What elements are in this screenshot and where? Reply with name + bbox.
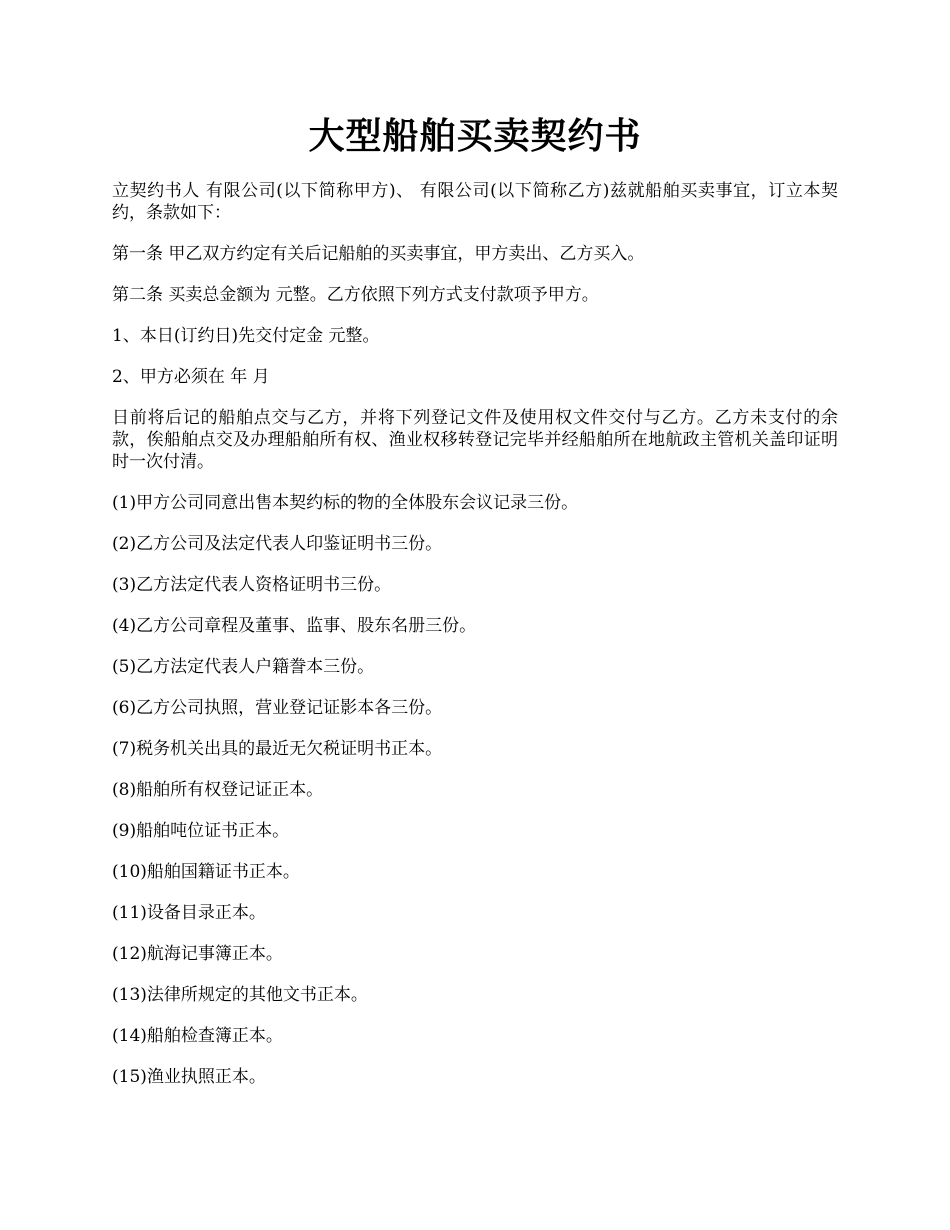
document-list-item: (11)设备目录正本。: [112, 903, 266, 923]
article-1-paragraph: 第一条 甲乙双方约定有关后记船舶的买卖事宜，甲方卖出、乙方买入。: [112, 244, 645, 264]
document-list-item: (4)乙方公司章程及董事、监事、股东名册三份。: [112, 616, 477, 636]
article-2-paragraph: 第二条 买卖总金额为 元整。乙方依照下列方式支付款项予甲方。: [112, 285, 599, 305]
document-title: 大型船舶买卖契约书: [308, 115, 642, 157]
document-list-item: (2)乙方公司及法定代表人印鉴证明书三份。: [112, 534, 443, 554]
document-list-item: (14)船舶检查簿正本。: [112, 1026, 283, 1046]
document-list-item: (15)渔业执照正本。: [112, 1067, 266, 1087]
document-list-item: (10)船舶国籍证书正本。: [112, 862, 300, 882]
preamble-paragraph: 立契约书人 有限公司(以下简称甲方)、 有限公司(以下简称乙方)兹就船舶买卖事宜，订立本契约，条款如下：: [112, 181, 838, 223]
document-list-item: (1)甲方公司同意出售本契约标的物的全体股东会议记录三份。: [112, 493, 579, 513]
payment-item-2: 2、甲方必须在 年 月: [112, 367, 270, 387]
document-list-item: (13)法律所规定的其他文书正本。: [112, 985, 368, 1005]
delivery-terms-paragraph: 日前将后记的船舶点交与乙方，并将下列登记文件及使用权文件交付与乙方。乙方未支付的余款，俟船舶点交及办理船舶所有权、渔业权移转登记完毕并经船舶所在地航政主管机关盖印证明时一次付清。: [112, 408, 838, 472]
document-list-item: (5)乙方法定代表人户籍誊本三份。: [112, 657, 375, 677]
document-list-item: (9)船舶吨位证书正本。: [112, 821, 290, 841]
document-list-item: (3)乙方法定代表人资格证明书三份。: [112, 575, 392, 595]
document-body: [112, 180, 838, 1107]
document-list-item: (12)航海记事簿正本。: [112, 944, 283, 964]
document-list-item: (8)船舶所有权登记证正本。: [112, 780, 324, 800]
document-list-item: (7)税务机关出具的最近无欠税证明书正本。: [112, 739, 443, 759]
document-list-item: (6)乙方公司执照，营业登记证影本各三份。: [112, 698, 443, 718]
payment-item-1: 1、本日(订约日)先交付定金 元整。: [112, 326, 380, 346]
